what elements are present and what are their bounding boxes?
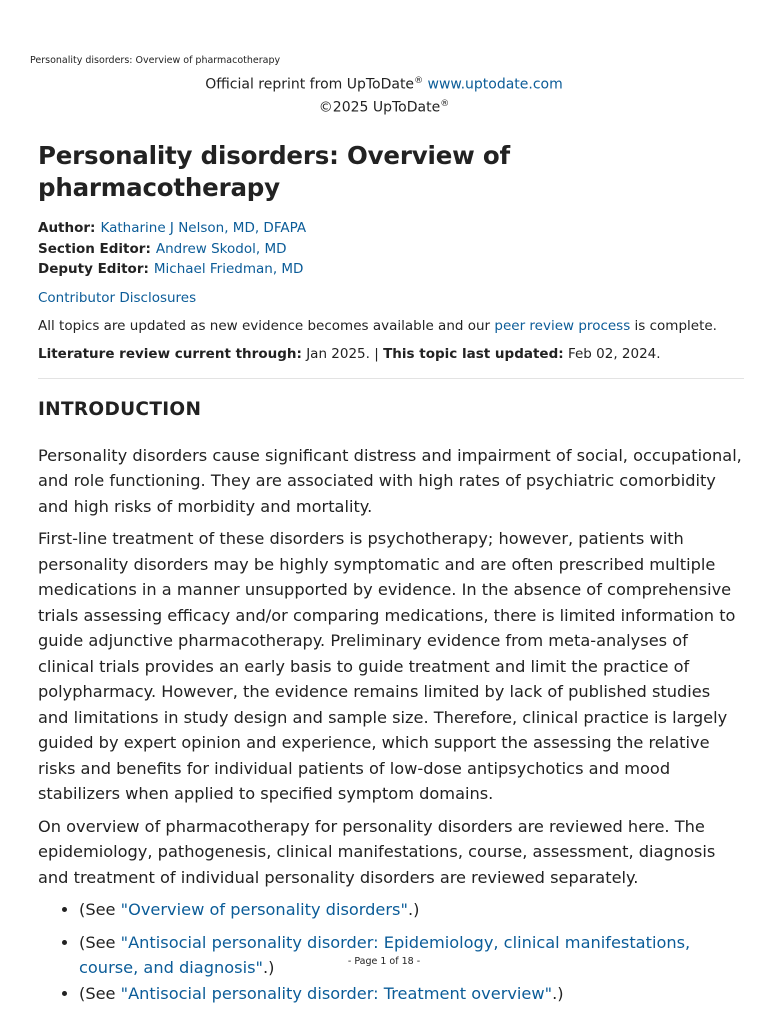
list-item bbox=[79, 897, 744, 923]
antisocial-treatment-link[interactable]: "Antisocial personality disorder: Treatment overview" bbox=[120, 983, 553, 1003]
see-prefix: (See bbox=[79, 932, 121, 952]
page-footer: - Page 1 of 18 - bbox=[347, 956, 421, 967]
deputy-editor-row bbox=[38, 259, 744, 280]
contributor-disclosures bbox=[38, 288, 744, 308]
peer-review-link[interactable]: peer review process bbox=[494, 317, 631, 334]
see-also-list bbox=[38, 897, 744, 1006]
section-editor-link[interactable]: Andrew Skodol, MD bbox=[155, 240, 287, 257]
paragraph: First-line treatment of these disorders is psychotherapy; however, patients with personality disorders may be highly symptomatic and are often prescribed multiple medications in a manner unsupported by evidence. In the absence of comprehensive trials assessing efficacy and/or comparing medications, there is limited information to guide adjunctive pharmacotherapy. Preliminary evidence from meta-analyses of clinical trials provides an early basis to guide treatment and limit the practice of polypharmacy. However, the evidence remains limited by lack of published studies and limitations in study design and sample size. Therefore, clinical practice is largely guided by expert opinion and experience, which support the assessing the relative risks and benefits for individual patients of low-dose antipsychotics and mood stabilizers when applied to specified symptom domains. bbox=[38, 529, 736, 803]
update-notice-suffix: is complete. bbox=[634, 317, 717, 334]
list-item bbox=[79, 981, 744, 1007]
literature-review-label: Literature review current through: bbox=[38, 345, 302, 362]
see-prefix: (See bbox=[79, 983, 121, 1003]
divider bbox=[38, 378, 744, 379]
paragraph: Personality disorders cause significant distress and impairment of social, occupational, and role functioning. They are associated with high rates of psychiatric comorbidity and high risks of morbidity and mortality. bbox=[38, 445, 742, 516]
contributor-disclosures-link[interactable]: Contributor Disclosures bbox=[38, 289, 197, 306]
antisocial-epidemiology-link[interactable]: "Antisocial personality disorder: Epidemiology, clinical manifestations, course, and diagnosis" bbox=[79, 932, 691, 977]
deputy-editor-label: Deputy Editor: bbox=[38, 261, 149, 277]
reprint-notice bbox=[0, 72, 768, 117]
article bbox=[38, 140, 744, 1013]
deputy-editor-link[interactable]: Michael Friedman, MD bbox=[153, 261, 304, 277]
section-editor-row bbox=[38, 239, 744, 260]
registered-mark: ® bbox=[414, 76, 424, 86]
see-suffix: .) bbox=[407, 900, 420, 919]
page-title: Personality disorders: Overview of pharmacotherapy bbox=[38, 141, 510, 202]
literature-review-date: Jan 2025. bbox=[306, 345, 370, 362]
update-notice-prefix: All topics are updated as new evidence becomes available and our bbox=[38, 317, 491, 334]
overview-personality-disorders-link[interactable]: "Overview of personality disorders" bbox=[120, 900, 408, 919]
update-notice bbox=[38, 316, 744, 336]
reprint-line-1 bbox=[0, 72, 768, 95]
reprint-line-2 bbox=[0, 95, 768, 118]
author-block bbox=[38, 218, 744, 280]
review-info bbox=[38, 344, 744, 364]
author-label: Author: bbox=[38, 220, 96, 236]
see-suffix: .) bbox=[552, 983, 564, 1003]
last-updated-label: This topic last updated: bbox=[383, 345, 564, 362]
section-heading-introduction: INTRODUCTION bbox=[38, 398, 202, 420]
last-updated-date: Feb 02, 2024. bbox=[567, 345, 661, 362]
author-link[interactable]: Katharine J Nelson, MD, DFAPA bbox=[100, 220, 307, 236]
introduction-body bbox=[38, 443, 744, 1007]
copyright-text: ©2025 UpToDate bbox=[318, 99, 441, 116]
author-row bbox=[38, 218, 744, 239]
list-item bbox=[79, 930, 744, 981]
print-header: Personality disorders: Overview of pharmacotherapy bbox=[30, 55, 281, 66]
reprint-text: Official reprint from UpToDate bbox=[205, 76, 415, 93]
paragraph: On overview of pharmacotherapy for personality disorders are reviewed here. The epidemiology, pathogenesis, clinical manifestations, course, assessment, diagnosis and treatment of individual personality disorders are reviewed separately. bbox=[38, 816, 716, 887]
registered-mark-2: ® bbox=[440, 98, 450, 109]
uptodate-url-link[interactable]: www.uptodate.com bbox=[427, 76, 563, 93]
see-prefix: (See bbox=[79, 900, 121, 919]
see-suffix: .) bbox=[262, 958, 275, 977]
review-divider: | bbox=[374, 345, 379, 362]
section-editor-label: Section Editor: bbox=[38, 240, 151, 257]
